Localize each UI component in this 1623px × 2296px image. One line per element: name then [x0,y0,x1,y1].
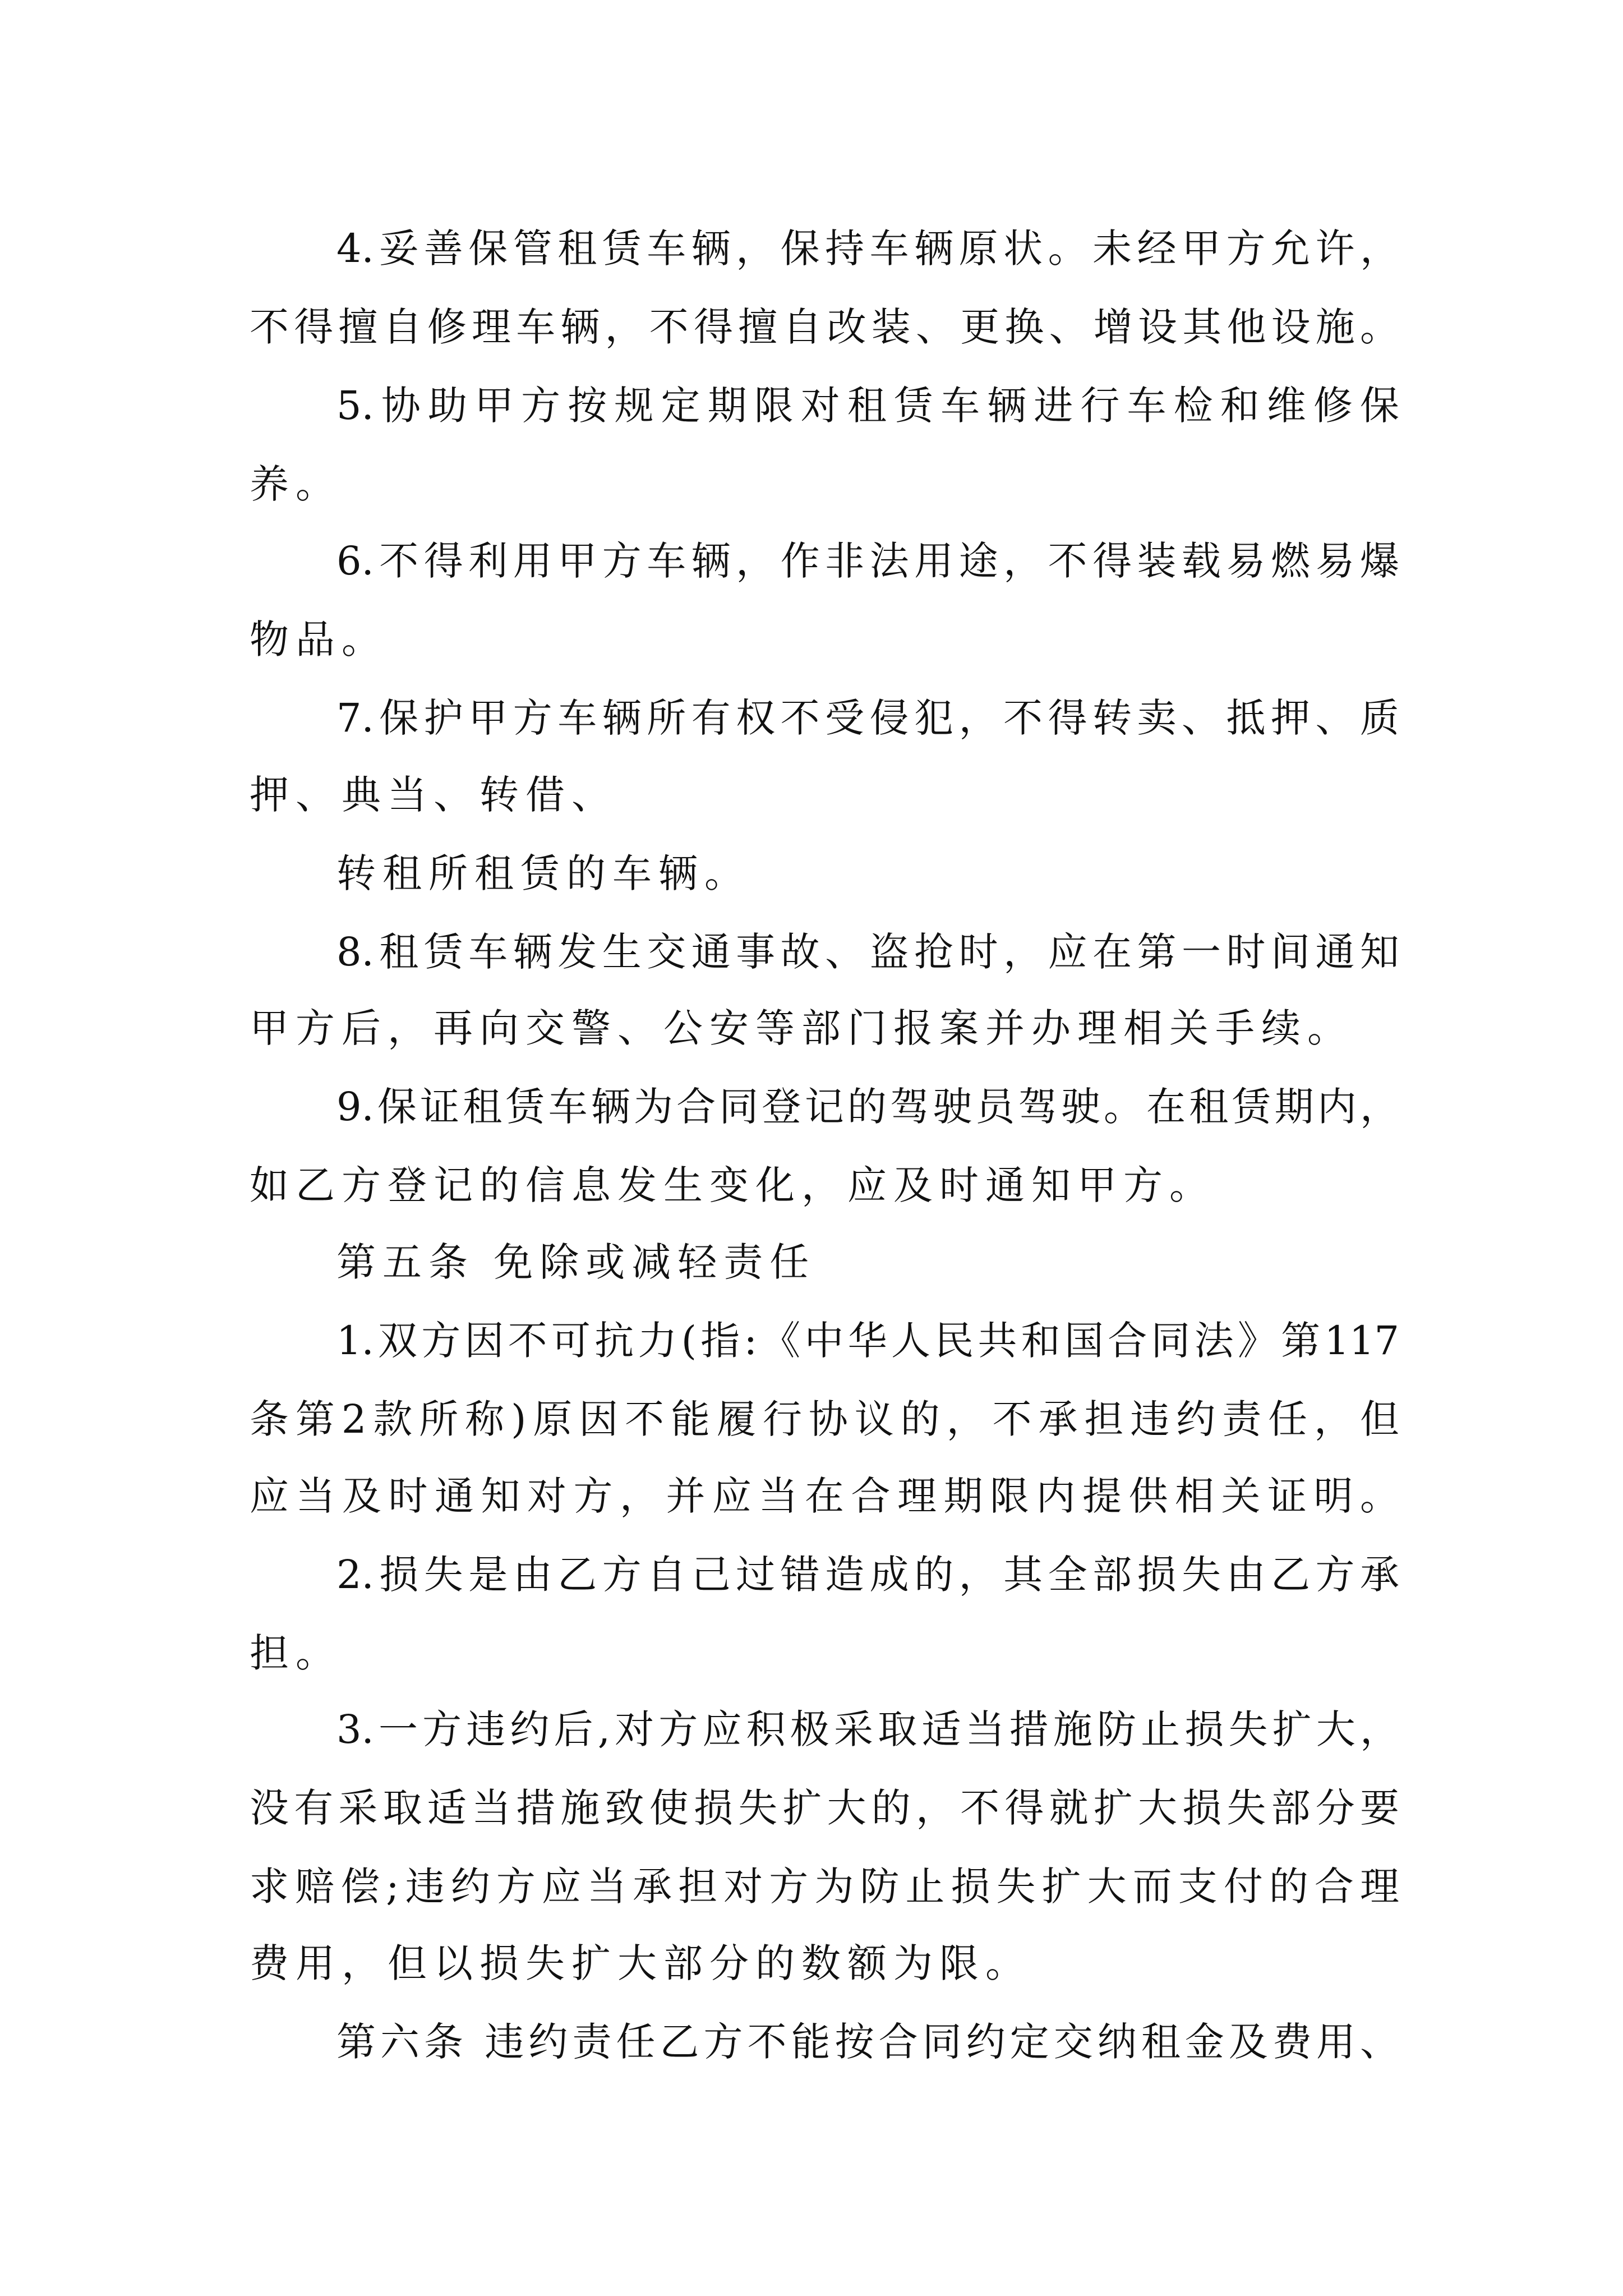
text-line-14: 第五条 免除或减轻责任 [336,1239,816,1285]
text-line-23: 费用，但以损失扩大部分的数额为限。 [250,1940,1031,1986]
text-line-24: 第六条 违约责任乙方不能按合同约定交纳租金及费用、 [336,2019,1399,2065]
text-line-12: 9.保证租赁车辆为合同登记的驾驶员驾驶。在租赁期内， [336,1084,1399,1130]
text-line-8: 押、典当、转借、 [250,772,617,818]
text-line-11: 甲方后，再向交警、公安等部门报案并办理相关手续。 [250,1005,1353,1051]
text-line-2: 不得擅自修理车辆，不得擅自改装、更换、增设其他设施。 [250,304,1399,350]
text-line-17: 应当及时通知对方，并应当在合理期限内提供相关证明。 [250,1473,1399,1519]
text-line-10: 8.租赁车辆发生交通事故、盗抢时，应在第一时间通知 [336,929,1399,975]
text-line-15: 1.双方因不可抗力(指:《中华人民共和国合同法》第117 [336,1318,1399,1364]
text-line-5: 6.不得利用甲方车辆，作非法用途，不得装载易燃易爆 [336,538,1399,584]
text-line-18: 2.损失是由乙方自己过错造成的，其全部损失由乙方承 [336,1552,1399,1598]
text-line-21: 没有采取适当措施致使损失扩大的，不得就扩大损失部分要 [250,1785,1399,1831]
text-line-13: 如乙方登记的信息发生变化，应及时通知甲方。 [250,1162,1215,1208]
text-line-6: 物品。 [250,616,388,662]
text-line-22: 求赔偿;违约方应当承担对方为防止损失扩大而支付的合理 [250,1864,1399,1910]
text-line-4: 养。 [250,461,342,507]
text-line-7: 7.保护甲方车辆所有权不受侵犯，不得转卖、抵押、质 [336,695,1399,741]
text-line-16: 条第2款所称)原因不能履行协议的，不承担违约责任，但 [250,1396,1399,1442]
text-line-1: 4.妥善保管租赁车辆，保持车辆原状。未经甲方允许， [336,226,1399,272]
text-line-20: 3.一方违约后,对方应积极采取适当措施防止损失扩大， [336,1706,1399,1752]
text-line-3: 5.协助甲方按规定期限对租赁车辆进行车检和维修保 [336,383,1399,429]
text-line-9: 转租所租赁的车辆。 [336,850,750,896]
text-line-19: 担。 [250,1630,342,1676]
